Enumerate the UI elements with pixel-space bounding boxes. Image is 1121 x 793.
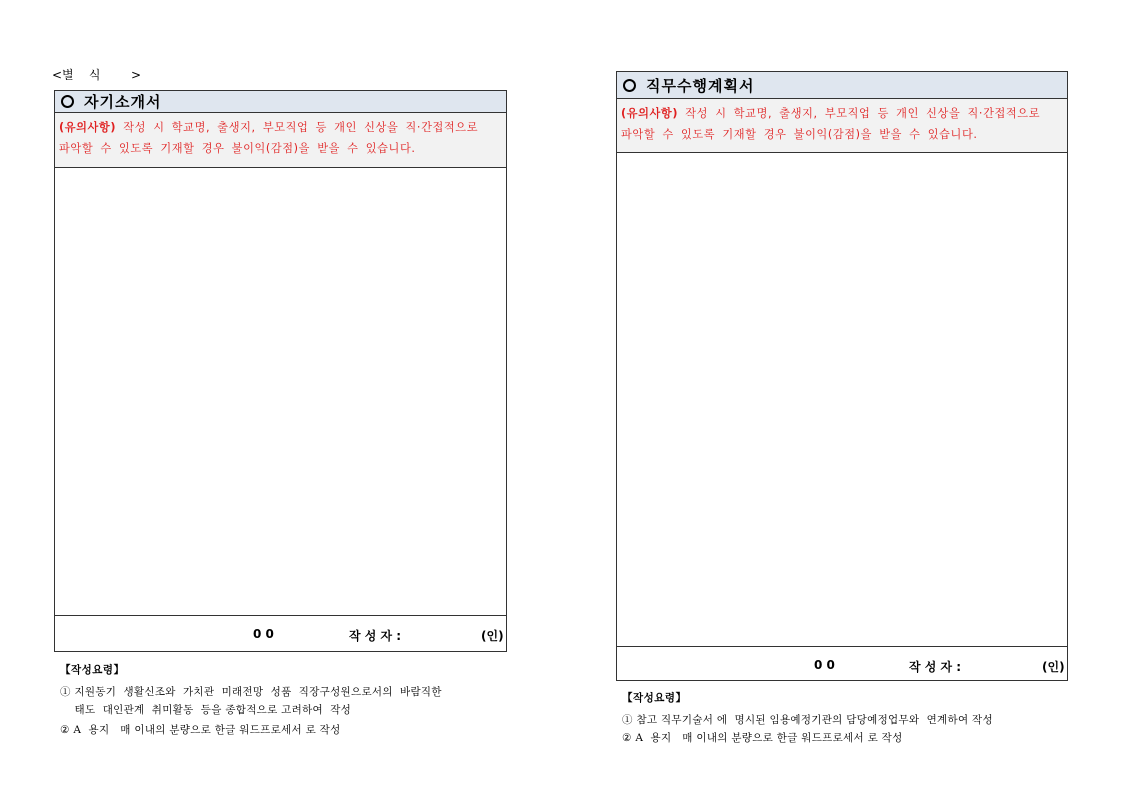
writing-area[interactable] <box>55 168 506 616</box>
circle-bullet-icon <box>61 95 74 108</box>
writing-area[interactable] <box>617 153 1067 647</box>
job-performance-plan-form <box>616 71 1068 681</box>
self-introduction-form <box>54 90 507 652</box>
date-text: 0 0 <box>253 627 274 641</box>
notice-box <box>55 113 506 168</box>
notice-box <box>617 99 1067 153</box>
signature-row <box>617 647 1067 682</box>
circle-bullet-icon <box>623 79 636 92</box>
guide-title: 【작성요령】 <box>622 692 687 704</box>
notice-text-line1: 작성 시 학교명, 출생지, 부모직업 등 개인 신상을 직·간접적으로 <box>678 107 1041 120</box>
form-header <box>617 72 1067 99</box>
guide-title: 【작성요령】 <box>60 664 125 676</box>
guide-item: ① 참고 직무기술서 에 명시된 임용예정기관의 담당예정업무와 연계하여 작성 <box>622 714 993 726</box>
seal-label: (인) <box>1042 660 1065 674</box>
author-label: 작 성 자 : <box>349 629 402 643</box>
notice-text-line2: 파악할 수 있도록 기재할 경우 불이익(감점)을 받을 수 있습니다. <box>621 128 978 141</box>
guide-item: 태도 대인관계 취미활동 등을 종합적으로 고려하여 작성 <box>60 704 352 716</box>
notice-text-line1: 작성 시 학교명, 출생지, 부모직업 등 개인 신상을 직·간접적으로 <box>116 121 479 134</box>
author-label: 작 성 자 : <box>909 660 962 674</box>
date-text: 0 0 <box>814 658 835 672</box>
guide-item: ② A 용지 매 이내의 분량으로 한글 워드프로세서 로 작성 <box>622 732 903 744</box>
seal-label: (인) <box>481 629 504 643</box>
annex-label: <별 식 > <box>52 68 142 82</box>
writing-guide <box>60 662 442 739</box>
notice-label: (유의사항) <box>621 107 679 120</box>
form-title: 직무수행계획서 <box>646 76 755 95</box>
writing-guide <box>622 690 993 747</box>
guide-item: ① 지원동기 생활신조와 가치관 미래전망 성품 직장구성원으로서의 바람직한 <box>60 686 442 698</box>
form-title: 자기소개서 <box>84 93 162 111</box>
form-header <box>55 91 506 113</box>
notice-text-line2: 파악할 수 있도록 기재할 경우 불이익(감점)을 받을 수 있습니다. <box>59 142 416 155</box>
guide-item: ② A 용지 매 이내의 분량으로 한글 워드프로세서 로 작성 <box>60 724 341 736</box>
signature-row <box>55 616 506 651</box>
notice-label: (유의사항) <box>59 121 117 134</box>
